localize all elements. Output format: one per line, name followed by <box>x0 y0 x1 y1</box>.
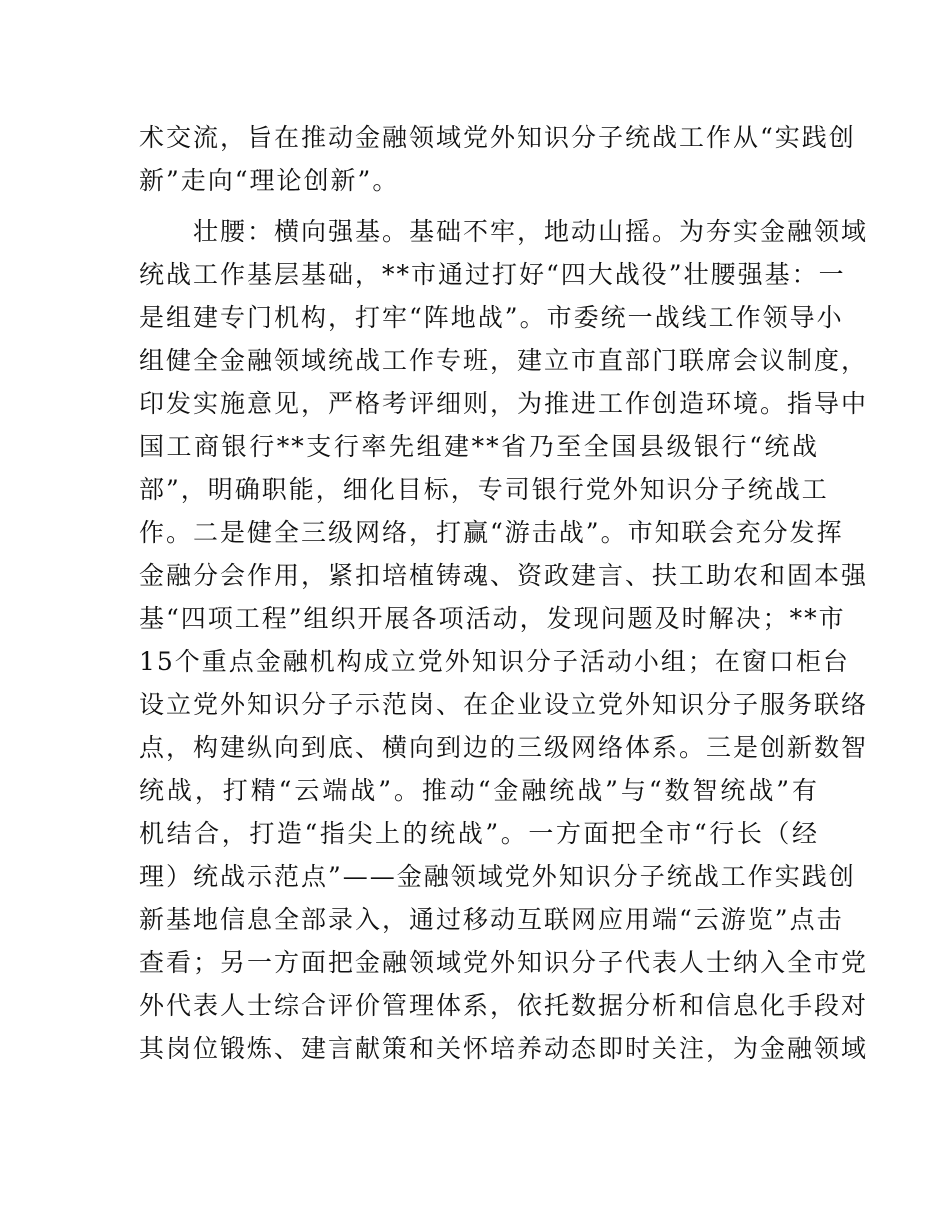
text-line: 作。二是健全三级网络，打赢“游击战”。市知联会充分发挥 <box>139 518 844 547</box>
text-line: 其岗位锻炼、建言献策和关怀培养动态即时关注，为金融领域 <box>139 1034 869 1063</box>
text-line: 统战，打精“云端战”。推动“金融统战”与“数智统战”有 <box>139 776 819 805</box>
text-line: 部”，明确职能，细化目标，专司银行党外知识分子统战工 <box>139 475 829 504</box>
text-line: 国工商银行**支行率先组建**省乃至全国县级银行“统战 <box>139 432 819 461</box>
text-line: 基“四项工程”组织开展各项活动，发现问题及时解决；**市 <box>139 604 846 633</box>
paragraph-1 <box>139 116 856 202</box>
text-line: 理）统战示范点”——金融领域党外知识分子统战工作实践创 <box>139 862 856 891</box>
text-line: 机结合，打造“指尖上的统战”。一方面把全市“行长（经 <box>139 819 819 848</box>
text-line: 是组建专门机构，打牢“阵地战”。市委统一战线工作领导小 <box>139 303 844 332</box>
text-line: 组健全金融领域统战工作专班，建立市直部门联席会议制度， <box>139 346 869 375</box>
text-line: 新基地信息全部录入，通过移动互联网应用端“云游览”点击 <box>139 905 844 934</box>
text-line: 统战工作基层基础，**市通过打好“四大战役”壮腰强基：一 <box>139 260 846 289</box>
document-body <box>139 116 869 1070</box>
text-line: 新”走向“理论创新”。 <box>139 166 400 195</box>
text-line: 查看；另一方面把金融领域党外知识分子代表人士纳入全市党 <box>139 948 869 977</box>
text-line: 外代表人士综合评价管理体系，依托数据分析和信息化手段对 <box>139 991 869 1020</box>
text-line: 印发实施意见，严格考评细则，为推进工作创造环境。指导中 <box>139 389 869 418</box>
text-line: 金融分会作用，紧扣培植铸魂、资政建言、扶工助农和固本强 <box>139 561 869 590</box>
paragraph-2 <box>139 210 869 1070</box>
text-line: 点，构建纵向到底、横向到边的三级网络体系。三是创新数智 <box>139 733 869 762</box>
text-line: 术交流，旨在推动金融领域党外知识分子统战工作从“实践创 <box>139 123 856 152</box>
text-line: 壮腰：横向强基。基础不牢，地动山摇。为夯实金融领域 <box>139 217 869 246</box>
text-line: 设立党外知识分子示范岗、在企业设立党外知识分子服务联络 <box>139 690 869 719</box>
text-line: 15个重点金融机构成立党外知识分子活动小组；在窗口柜台 <box>139 647 850 676</box>
